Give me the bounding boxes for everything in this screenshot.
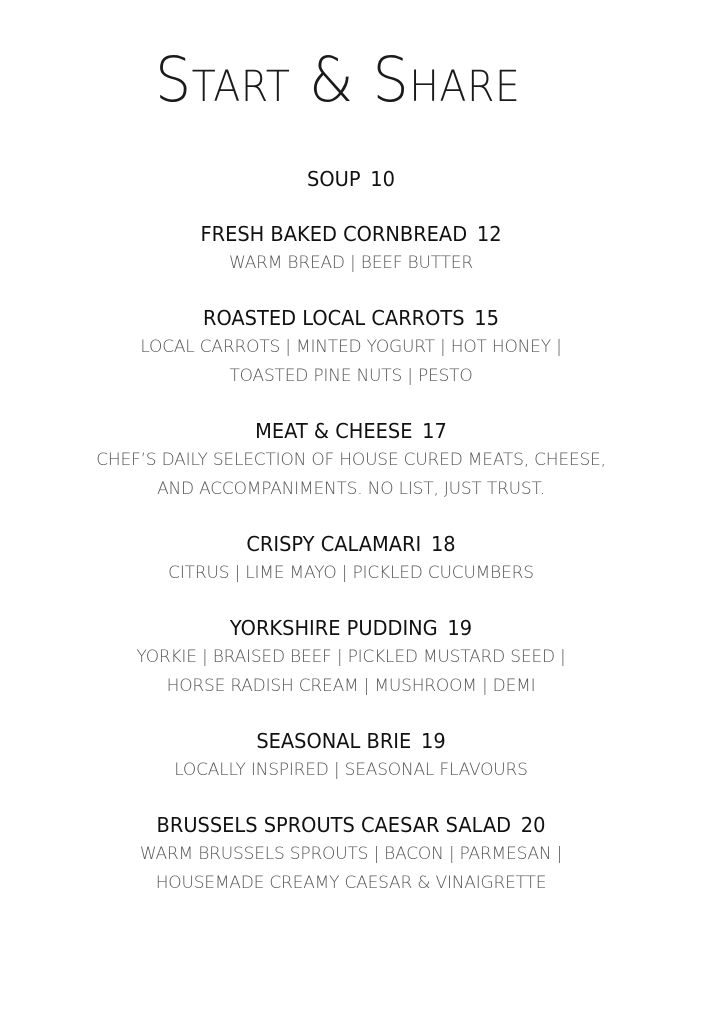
item-name: SOUP (307, 167, 361, 191)
menu-item (0, 726, 702, 785)
item-name: MEAT & CHEESE (255, 419, 413, 443)
item-description: LOCALLY INSPIRED | SEASONAL FLAVOURS (174, 760, 528, 780)
menu-item (0, 219, 702, 278)
item-price: 10 (370, 167, 395, 191)
item-description: CHEF’S DAILY SELECTION OF HOUSE CURED MEATS, CHEESE, (96, 450, 606, 470)
item-name: FRESH BAKED CORNBREAD (200, 222, 468, 246)
item-heading (11, 416, 692, 446)
item-price: 18 (430, 532, 456, 556)
item-price: 19 (420, 729, 446, 753)
item-price: 12 (476, 222, 502, 246)
item-description: WARM BREAD | BEEF BUTTER (229, 253, 473, 273)
menu-item (0, 613, 702, 701)
item-name: SEASONAL BRIE (256, 729, 412, 753)
item-name: BRUSSELS SPROUTS CAESAR SALAD (156, 813, 512, 837)
menu-item (0, 416, 702, 504)
item-description: CITRUS | LIME MAYO | PICKLED CUCUMBERS (168, 563, 534, 583)
item-price: 15 (474, 306, 499, 330)
item-price: 17 (422, 419, 447, 443)
item-heading (11, 303, 692, 333)
item-heading (11, 529, 692, 559)
menu-item (0, 810, 702, 898)
item-name: YORKSHIRE PUDDING (229, 616, 438, 640)
item-heading (11, 810, 692, 840)
item-description: LOCAL CARROTS | MINTED YOGURT | HOT HONEY | (140, 337, 562, 357)
menu-item (0, 529, 702, 588)
item-description: YORKIE | BRAISED BEEF | PICKLED MUSTARD SEED | (136, 647, 566, 667)
item-heading (11, 726, 692, 756)
item-name: ROASTED LOCAL CARROTS (202, 306, 465, 330)
menu-item (0, 164, 702, 194)
item-heading (11, 164, 692, 194)
item-heading (11, 219, 692, 249)
item-heading (11, 613, 692, 643)
item-description: WARM BRUSSELS SPROUTS | BACON | PARMESAN | (139, 844, 563, 864)
item-name: CRISPY CALAMARI (246, 532, 422, 556)
item-price: 20 (520, 813, 546, 837)
page-title: Start & Share (155, 43, 521, 116)
item-price: 19 (447, 616, 473, 640)
menu-item (0, 303, 702, 391)
item-description: HORSE RADISH CREAM | MUSHROOM | DEMI (166, 676, 536, 696)
item-description: HOUSEMADE CREAMY CAESAR & VINAIGRETTE (155, 873, 547, 893)
item-description: AND ACCOMPANIMENTS. NO LIST, JUST TRUST. (157, 479, 545, 499)
item-description: TOASTED PINE NUTS | PESTO (229, 366, 473, 386)
menu-list (0, 164, 702, 923)
